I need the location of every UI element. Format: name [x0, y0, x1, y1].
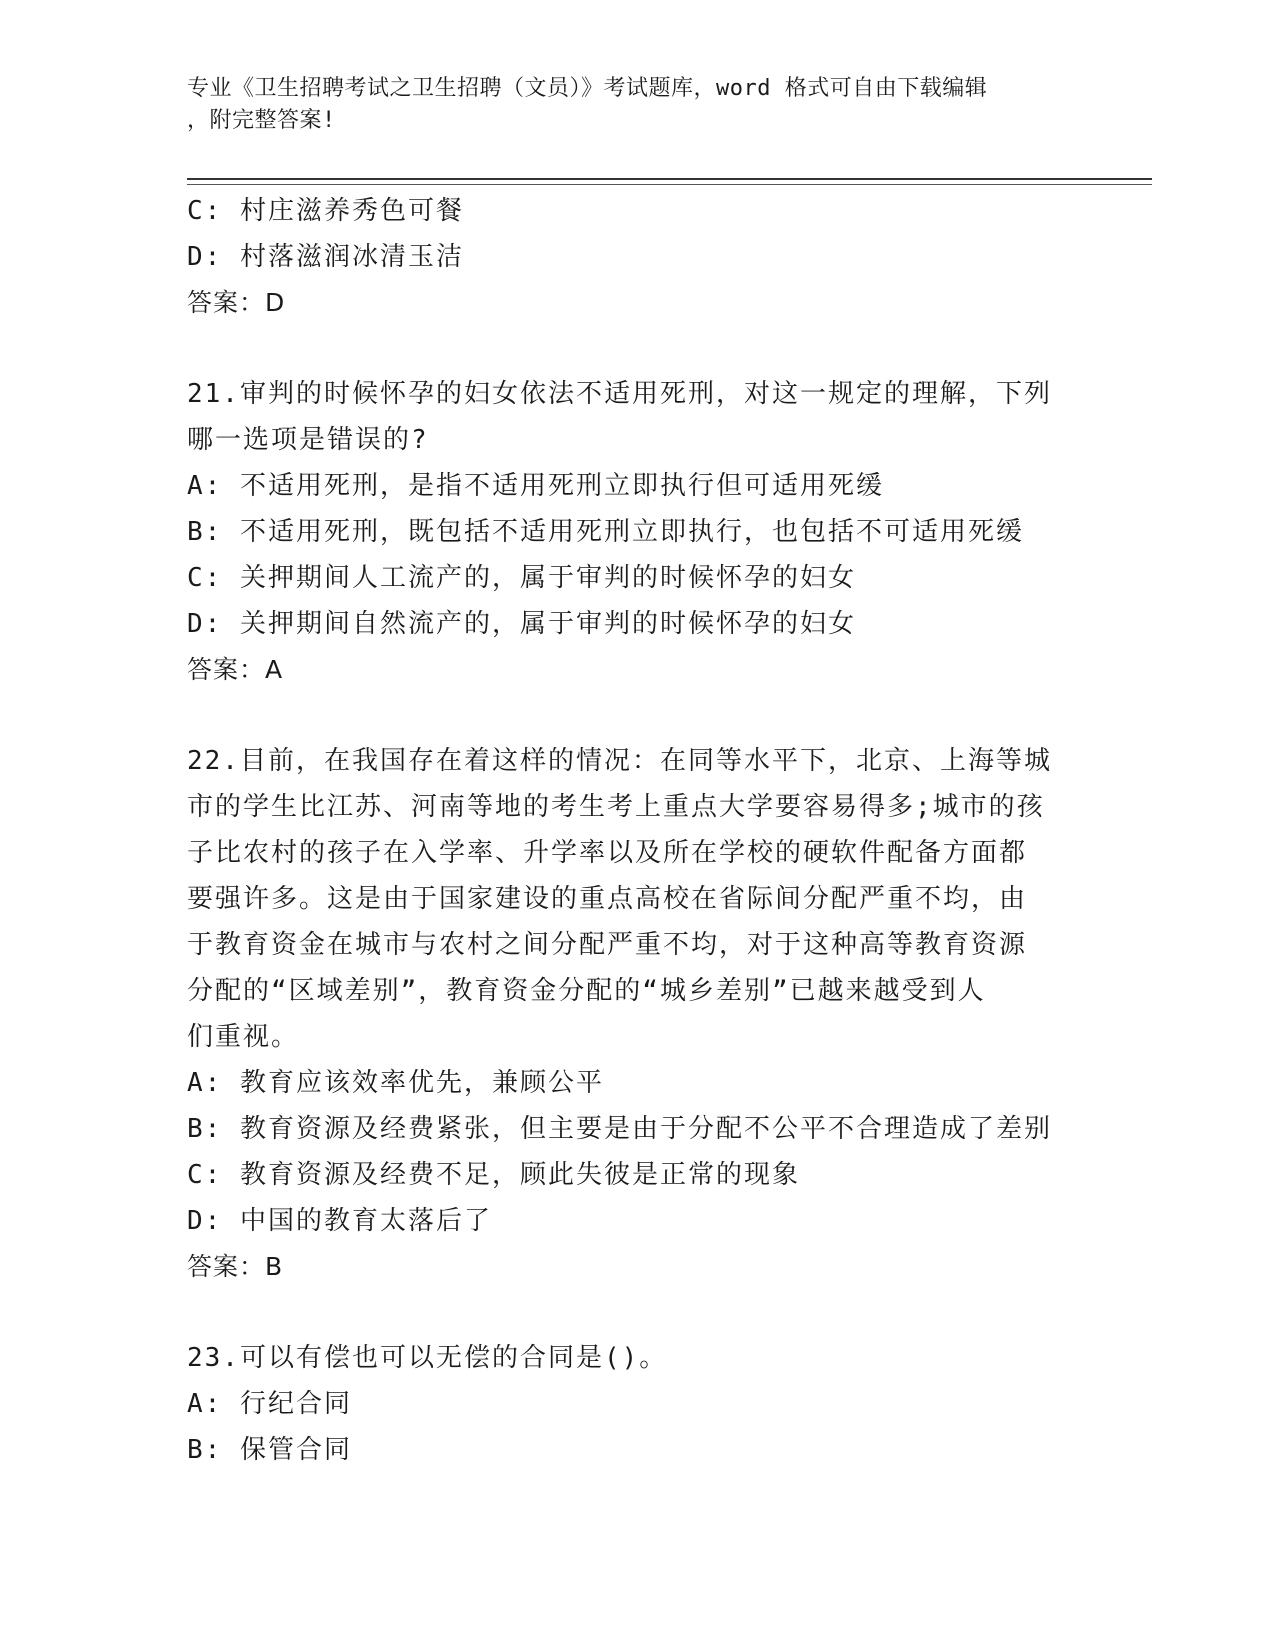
option-a: A: 行纪合同: [187, 1389, 352, 1419]
question-stem: 于教育资金在城市与农村之间分配严重不均，对于这种高等教育资源: [187, 930, 1028, 960]
option-d: D: 关押期间自然流产的，属于审判的时候怀孕的妇女: [187, 609, 856, 639]
document-header: [187, 73, 1067, 137]
question-stem: 子比农村的孩子在入学率、升学率以及所在学校的硬软件配备方面都: [187, 838, 1028, 868]
question-stem: 要强许多。这是由于国家建设的重点高校在省际间分配严重不均，由: [187, 884, 1028, 914]
option-d: D: 中国的教育太落后了: [187, 1206, 492, 1236]
option-c: C: 村庄滋养秀色可餐: [187, 196, 464, 226]
question-stem: 22.目前，在我国存在着这样的情况：在同等水平下，北京、上海等城: [187, 746, 1052, 776]
option-b: B: 保管合同: [187, 1435, 352, 1465]
option-c: C: 教育资源及经费不足，顾此失彼是正常的现象: [187, 1160, 800, 1190]
question-22: [187, 738, 1087, 1290]
option-d: D: 村落滋润冰清玉洁: [187, 242, 464, 272]
question-stem: 市的学生比江苏、河南等地的考生考上重点大学要容易得多;城市的孩: [187, 792, 1045, 822]
question-stem: 21.审判的时候怀孕的妇女依法不适用死刑，对这一规定的理解，下列: [187, 379, 1052, 409]
question-23: [187, 1335, 1087, 1473]
answer-label: 答案：B: [187, 1252, 284, 1281]
question-stem: 23.可以有偿也可以无偿的合同是()。: [187, 1343, 668, 1373]
header-divider-thick: [187, 178, 1152, 180]
option-a: A: 不适用死刑，是指不适用死刑立即执行但可适用死缓: [187, 471, 884, 501]
option-b: B: 不适用死刑，既包括不适用死刑立即执行，也包括不可适用死缓: [187, 517, 1024, 547]
option-c: C: 关押期间人工流产的，属于审判的时候怀孕的妇女: [187, 563, 856, 593]
question-stem: 们重视。: [187, 1022, 300, 1052]
header-divider-thin: [187, 184, 1152, 185]
answer-label: 答案：A: [187, 655, 284, 684]
question-list: [187, 188, 1087, 1473]
question-stem: 哪一选项是错误的?: [187, 425, 429, 455]
header-line-1: 专业《卫生招聘考试之卫生招聘（文员）》考试题库，word 格式可自由下载编辑: [187, 76, 988, 101]
header-line-2: ，附完整答案!: [187, 108, 336, 133]
question-stem: 分配的“区域差别”，教育资金分配的“城乡差别”已越来越受到人: [187, 976, 986, 1006]
answer-label: 答案：D: [187, 288, 286, 317]
question-21: [187, 371, 1087, 693]
option-a: A: 教育应该效率优先，兼顾公平: [187, 1068, 604, 1098]
question-20: [187, 188, 1087, 326]
option-b: B: 教育资源及经费紧张，但主要是由于分配不公平不合理造成了差别: [187, 1114, 1052, 1144]
